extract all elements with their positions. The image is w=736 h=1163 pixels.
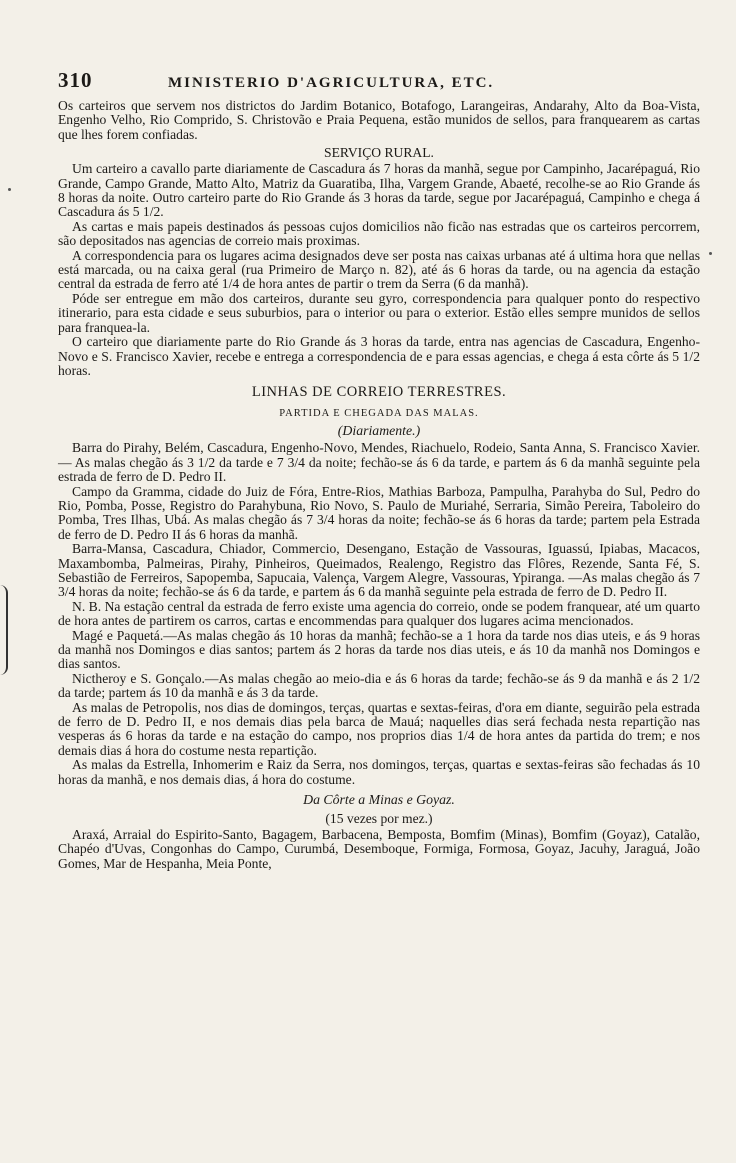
rural-paragraph: O carteiro que diariamente parte do Rio Grande ás 3 horas da tarde, entra nas agencias de Cascadura, Engenho-Novo e S. Francisco Xavier, recebe e entrega a correspondencia de e para essas agencias, e chega á esta côrte ás 5 1/2 horas. xyxy=(58,334,700,378)
rural-paragraph: Um carteiro a cavallo parte diariamente de Cascadura ás 7 horas da manhã, segue por Campinho, Jacarépaguá, Rio Grande, Campo Grande, Matto Alto, Matriz da Guaratiba, Ilha, Vargem Grande, Abaeté, recolhe-se ao Rio Grande ás 8 horas da noite. Outro carteiro parte do Rio Grande ás 3 horas da tarde, segue por Jacarépaguá, Campinho e chega á Cascadura ás 5 1/2. xyxy=(58,161,700,220)
lines-paragraph: Barra do Pirahy, Belém, Cascadura, Engenho-Novo, Mendes, Riachuelo, Rodeio, Santa Anna, S. Francisco Xavier. — As malas chegão ás 3 1/2 da tarde e 7 3/4 da noite; fechão-se ás 6 da tarde, e partem ás 6 da manhã seguinte pela estrada de ferro de D. Pedro II. xyxy=(58,440,700,485)
frequency-note: (Diariamente.) xyxy=(337,423,421,439)
document-page xyxy=(58,68,700,871)
lines-paragraph: Nictheroy e S. Gonçalo.—As malas chegão ao meio-dia e ás 6 horas da tarde; fechão-se ás 9 da manhã e ás 2 1/2 da tarde; partem ás 10 da manhã e ás 3 da tarde. xyxy=(58,670,700,701)
page-header xyxy=(58,68,700,93)
corte-paragraph: Araxá, Arraial do Espirito-Santo, Bagagem, Barbacena, Bemposta, Bomfim (Minas), Bomfim (Goyaz), Catalão, Chapéo d'Uvas, Congonhas do Campo, Curumbá, Desemboque, Formiga, Formosa, Goyaz, Jacuhy, Jaraguá, João Gomes, Mar de Hespanha, Meia Ponte, xyxy=(58,827,700,871)
frequency-note: (15 vezes por mez.) xyxy=(325,811,433,827)
section-heading-corte: Da Côrte a Minas e Goyaz. xyxy=(303,792,455,808)
lines-paragraph: As malas de Petropolis, nos dias de domingos, terças, quartas e sextas-feiras, d'ora em diante, seguirão pela estrada de ferro de D. Pedro II, e nos demais dias pela barca de Mauá; naquelles dias será fechada nesta repartição nas vesperas ás 6 horas da tarde e na estação do campo, nos proprios dias 1/4 de hora antes da partida do trem; e nos demais dias á hora do costume nesta repartição. xyxy=(58,699,700,758)
lines-paragraph: As malas da Estrella, Inhomerim e Raiz da Serra, nos domingos, terças, quartas e sextas-feiras são fechadas ás 10 horas da manhã, e nos demais dias, á hora do costume. xyxy=(58,757,700,787)
margin-bracket-mark xyxy=(0,585,8,675)
lines-paragraph: Barra-Mansa, Cascadura, Chiador, Commercio, Desengano, Estação de Vassouras, Iguassú, Ipiabas, Macacos, Maxambomba, Palmeiras, Pirahy, Pinheiros, Queimados, Realengo, Registro das Flôres, Rezende, Santa Fé, S. Sebastião de Ferreiros, Sapopemba, Sapucaia, Valença, Vargem Alegre, Vassouras, Ypiranga. —As malas chegão ás 7 3/4 horas da noite; fechão-se ás 6 da tarde, e partem ás 6 da manhã seguinte pela estrada de ferro de D. Pedro II. xyxy=(58,541,700,600)
lines-paragraph: Magé e Paquetá.—As malas chegão ás 10 horas da manhã; fechão-se a 1 hora da tarde nos dias uteis, e ás 9 horas da manhã nos Domingos e dias santos; partem ás 2 horas da tarde nos dias uteis, e ás 10 da manhã nos Domingos e dias santos. xyxy=(58,627,700,672)
section-heading-rural: SERVIÇO RURAL. xyxy=(324,145,434,161)
page-number: 310 xyxy=(58,68,93,92)
margin-dot xyxy=(709,252,712,255)
lines-paragraph: Campo da Gramma, cidade do Juiz de Fóra, Entre-Rios, Mathias Barboza, Pampulha, Parahyba do Sul, Pedro do Rio, Pomba, Posse, Registro do Parahybuna, Rio Novo, S. Paulo de Muriahé, Serraria, Simão Pereira, Taboleiro do Pomba, Tres Ilhas, Ubá. As malas chegão ás 7 3/4 horas da noite; fechão-se ás 6 horas da tarde; partem pela Estrada de ferro de D. Pedro II ás 6 horas da manhã. xyxy=(58,483,700,542)
intro-paragraph: Os carteiros que servem nos districtos do Jardim Botanico, Botafogo, Larangeiras, Andarahy, Alto da Boa-Vista, Engenho Velho, Rio Comprido, S. Christovão e Praia Pequena, estão munidos de sellos, para franquearem as cartas que lhes forem confiadas. xyxy=(58,98,700,142)
running-title: MINISTERIO D'AGRICULTURA, ETC. xyxy=(168,75,495,91)
rural-paragraph: A correspondencia para os lugares acima designados deve ser posta nas caixas urbanas até á ultima hora que nellas está marcada, ou na caixa geral (rua Primeiro de Março n. 82), até ás 6 horas da tarde, ou na agencia da estação central da estrada de ferro até 1/4 de hora antes de partir o trem da Serra (6 da manhã). xyxy=(58,247,700,292)
lines-paragraph: N. B. Na estação central da estrada de ferro existe uma agencia do correio, onde se podem franquear, até um quarto de hora antes de partirem os carros, cartas e encommendas para qualquer dos lugares acima mencionados. xyxy=(58,598,700,629)
rural-paragraph: Póde ser entregue em mão dos carteiros, durante seu gyro, correspondencia para qualquer ponto do respectivo itinerario, para esta cidade e seus suburbios, para o interior ou para o exterior. Estão elles sempre munidos de sellos para franquea-la. xyxy=(58,290,700,335)
rural-paragraph: As cartas e mais papeis destinados ás pessoas cujos domicilios não ficão nas estradas que os carteiros percorrem, são depositados nas agencias de correio mais proximas. xyxy=(58,218,700,249)
section-heading-lines: LINHAS DE CORREIO TERRESTRES. xyxy=(251,384,507,401)
margin-dot xyxy=(8,188,11,191)
section-subheading: PARTIDA E CHEGADA DAS MALAS. xyxy=(279,408,479,420)
